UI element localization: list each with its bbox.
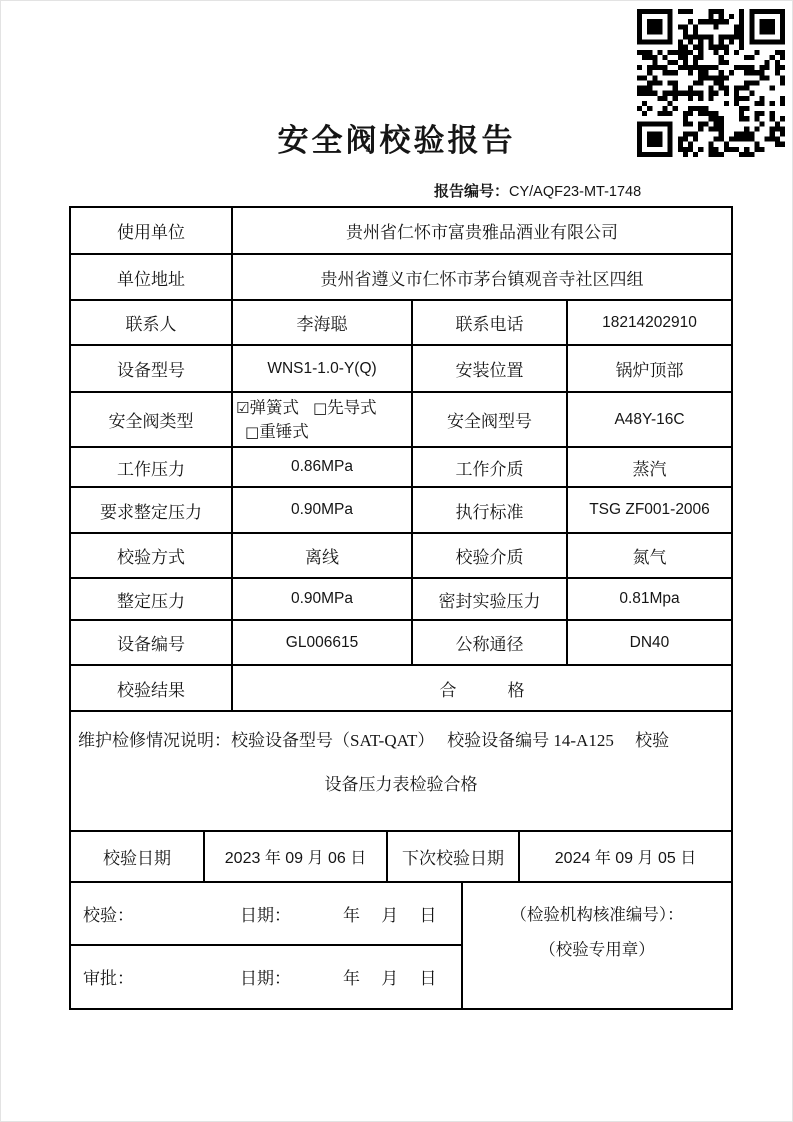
valve-type-option-weight: 重锤式 [259, 421, 309, 441]
row-set-pressure [71, 577, 731, 619]
approve-ymd: 年 月 日 [343, 968, 437, 988]
valve-model-label: 安全阀型号 [411, 393, 566, 446]
install-position-label: 安装位置 [411, 346, 566, 391]
equipment-number-label: 设备编号 [117, 635, 185, 654]
verify-ymd: 年 月 日 [343, 906, 437, 925]
standard-value: TSG ZF001-2006 [566, 488, 731, 532]
report-number-value: CY/AQF23-MT-1748 [509, 184, 642, 200]
maintenance-note-line1: 维护检修情况说明：校验设备型号（SAT-QAT） 校验设备编号 14-A125 校验 [78, 731, 670, 750]
equipment-model-value: WNS1-1.0-Y(Q) [231, 346, 411, 391]
checkbox-unchecked-icon: □ [245, 422, 260, 441]
stamp-area [461, 883, 731, 1008]
approve-signature-row [71, 944, 461, 1006]
row-required-set-pressure [71, 486, 731, 532]
set-pressure-value: 0.90MPa [231, 579, 411, 619]
result-label: 校验结果 [117, 680, 185, 700]
seal-test-pressure-label: 密封实验压力 [411, 579, 566, 619]
equipment-number-value: GL006615 [231, 621, 411, 664]
contact-label: 联系人 [125, 315, 177, 334]
calibration-medium-label: 校验介质 [411, 534, 566, 577]
calibration-medium-value: 氮气 [566, 534, 731, 577]
nominal-diameter-label: 公称通径 [411, 621, 566, 664]
calibration-date-label: 校验日期 [103, 849, 171, 868]
report-number-line [434, 180, 641, 201]
calibration-method-label: 校验方式 [117, 548, 185, 567]
report-table [69, 206, 733, 1010]
verify-signature-row [71, 883, 461, 944]
calibration-method-value: 离线 [231, 534, 411, 577]
working-pressure-label: 工作压力 [117, 459, 185, 479]
required-set-pressure-value: 0.90MPa [231, 488, 411, 532]
user-unit-label: 使用单位 [117, 223, 185, 242]
user-unit-value: 贵州省仁怀市富贵雅品酒业有限公司 [231, 208, 731, 253]
valve-type-options-line2 [236, 420, 408, 444]
result-value: 合 格 [231, 666, 731, 710]
signature-block [71, 883, 461, 1008]
row-valve-type [71, 391, 731, 446]
valve-model-value: A48Y-16C [566, 393, 731, 446]
row-equipment-number [71, 619, 731, 664]
unit-address-value: 贵州省遵义市仁怀市茅台镇观音寺社区四组 [231, 255, 731, 299]
contact-value: 李海聪 [231, 301, 411, 344]
unit-address-label: 单位地址 [117, 269, 185, 289]
required-set-pressure-label: 要求整定压力 [100, 502, 202, 522]
contact-phone-label: 联系电话 [411, 301, 566, 344]
row-calibration-method [71, 532, 731, 577]
row-result [71, 664, 731, 710]
maintenance-note-line2: 设备压力表检验合格 [324, 775, 478, 794]
stamp-label: （校验专用章） [539, 940, 655, 959]
nominal-diameter-value: DN40 [566, 621, 731, 664]
valve-type-option-pilot: 先导式 [327, 397, 377, 417]
valve-type-option-spring: 弹簧式 [249, 397, 299, 417]
maintenance-note [71, 712, 731, 830]
install-position-value: 锅炉顶部 [566, 346, 731, 391]
row-equipment-model [71, 344, 731, 391]
row-working-pressure [71, 446, 731, 486]
set-pressure-label: 整定压力 [117, 591, 185, 611]
checkbox-unchecked-icon: □ [312, 398, 328, 417]
seal-test-pressure-value: 0.81Mpa [566, 579, 731, 619]
valve-type-options [231, 393, 411, 446]
verify-date-label: 日期： [240, 906, 291, 925]
approval-number-label: （检验机构核准编号）： [510, 905, 684, 924]
calibration-date-value: 2023 年 09 月 06 日 [203, 832, 386, 881]
equipment-model-label: 设备型号 [117, 361, 185, 380]
row-contact [71, 299, 731, 344]
row-unit-address [71, 253, 731, 299]
working-medium-value: 蒸汽 [566, 448, 731, 486]
verify-label: 校验： [83, 906, 134, 925]
working-pressure-value: 0.86MPa [231, 448, 411, 486]
valve-type-label: 安全阀类型 [108, 412, 194, 431]
row-signatures [71, 881, 731, 1008]
standard-label: 执行标准 [411, 488, 566, 532]
approve-date-label: 日期： [240, 968, 291, 988]
page-title: 安全阀校验报告 [277, 123, 516, 158]
next-calibration-date-label: 下次校验日期 [386, 832, 518, 881]
row-user-unit [71, 208, 731, 253]
next-calibration-date-value: 2024 年 09 月 05 日 [518, 832, 731, 881]
valve-type-options-line1 [236, 396, 408, 420]
row-calibration-date [71, 830, 731, 881]
report-number-label: 报告编号： [434, 184, 510, 200]
contact-phone-value: 18214202910 [566, 301, 731, 344]
row-maintenance-note [71, 710, 731, 830]
approve-label: 审批： [83, 968, 134, 988]
checkbox-checked-icon: ☑ [236, 398, 250, 417]
working-medium-label: 工作介质 [411, 448, 566, 486]
